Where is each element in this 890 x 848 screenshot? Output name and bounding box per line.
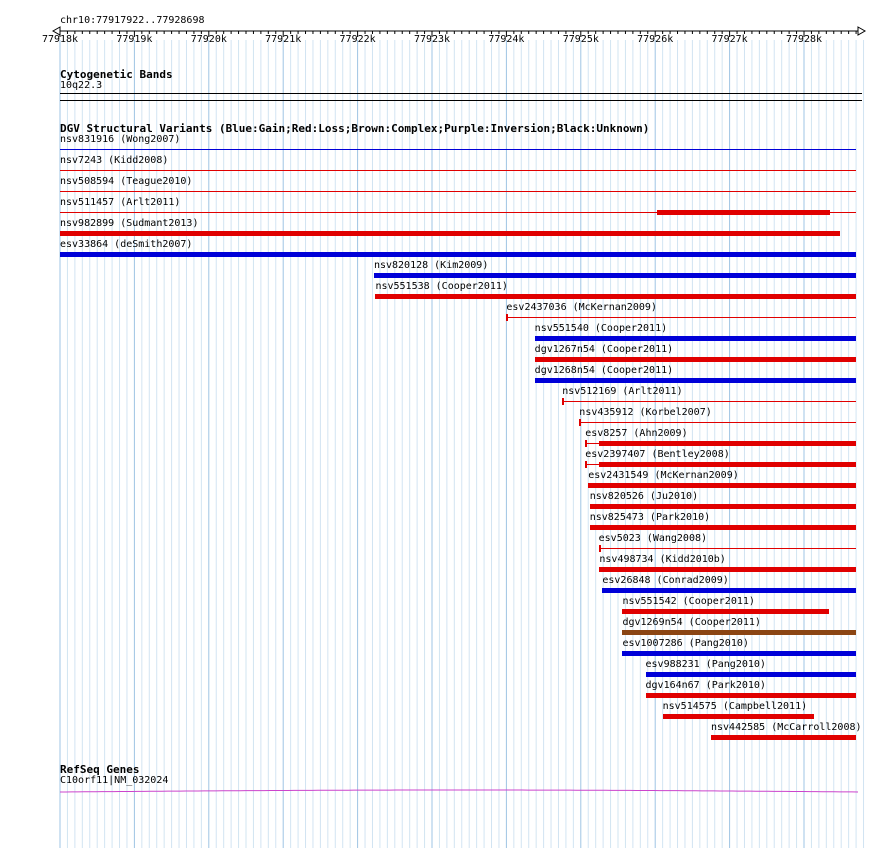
ruler-tick-label: 77918k xyxy=(41,34,79,45)
refseq-track-title: RefSeq Genes xyxy=(60,763,140,776)
variant-bar[interactable] xyxy=(622,609,828,614)
variant-bar[interactable] xyxy=(599,462,856,467)
variant-bar[interactable] xyxy=(588,483,856,488)
variant-label[interactable]: nsv442585 (McCarroll2008) xyxy=(711,722,862,733)
variant-bar[interactable] xyxy=(646,693,856,698)
variant-bar[interactable] xyxy=(599,567,856,572)
variant-bar[interactable] xyxy=(60,231,840,236)
variant-bar[interactable] xyxy=(535,357,856,362)
cytoband-track-title: Cytogenetic Bands xyxy=(60,68,173,81)
variant-label[interactable]: nsv508594 (Teague2010) xyxy=(60,176,193,187)
variant-label[interactable]: esv26848 (Conrad2009) xyxy=(602,575,729,586)
refseq-gene-model[interactable] xyxy=(0,786,890,796)
variant-label[interactable]: esv5023 (Wang2008) xyxy=(598,533,708,544)
variant-bar[interactable] xyxy=(374,273,856,278)
location-label: chr10:77917922..77928698 xyxy=(60,15,205,26)
variant-bar[interactable] xyxy=(375,294,855,299)
variant-label[interactable]: dgv1267n54 (Cooper2011) xyxy=(534,344,674,355)
variant-bar[interactable] xyxy=(622,630,855,635)
ruler-tick-label: 77928k xyxy=(785,34,823,45)
cytoband-line xyxy=(60,93,862,94)
variant-label[interactable]: nsv551540 (Cooper2011) xyxy=(534,323,668,334)
variant-line[interactable] xyxy=(60,149,856,150)
variant-bar[interactable] xyxy=(602,588,856,593)
variant-label[interactable]: esv2431549 (McKernan2009) xyxy=(588,470,739,481)
variant-label[interactable]: nsv825473 (Park2010) xyxy=(589,512,711,523)
variant-bar[interactable] xyxy=(711,735,856,740)
variant-bar[interactable] xyxy=(599,441,856,446)
variant-start-tick xyxy=(585,461,587,468)
variant-label[interactable]: esv2437036 (McKernan2009) xyxy=(506,302,657,313)
cytoband-label[interactable]: 10q22.3 xyxy=(60,80,103,91)
variant-label[interactable]: nsv820526 (Ju2010) xyxy=(589,491,699,502)
variant-line[interactable] xyxy=(60,170,856,171)
cytoband-bottom-line xyxy=(60,100,862,101)
ruler-tick-label: 77920k xyxy=(190,34,227,45)
variant-label[interactable]: dgv164n67 (Park2010) xyxy=(645,680,766,691)
variant-label[interactable]: esv1007286 (Pang2010) xyxy=(622,638,749,649)
variant-start-tick xyxy=(562,398,564,405)
variant-start-tick xyxy=(579,419,581,426)
ruler-tick-label: 77926k xyxy=(637,34,674,45)
ruler-tick-label: 77927k xyxy=(711,34,748,45)
variant-label[interactable]: esv988231 (Pang2010) xyxy=(645,659,766,670)
variant-label[interactable]: dgv1268n54 (Cooper2011) xyxy=(534,365,674,376)
ruler-tick-label: 77919k xyxy=(116,34,153,45)
variant-label[interactable]: nsv982899 (Sudmant2013) xyxy=(60,218,199,229)
variant-label[interactable]: nsv511457 (Arlt2011) xyxy=(60,197,181,208)
variant-label[interactable]: esv33864 (deSmith2007) xyxy=(60,239,193,250)
variant-bar[interactable] xyxy=(590,504,856,509)
variant-line[interactable] xyxy=(60,191,856,192)
ruler-tick-label: 77924k xyxy=(488,34,525,45)
variant-start-tick xyxy=(506,314,508,321)
variant-line[interactable] xyxy=(599,548,856,549)
variant-bar[interactable] xyxy=(657,210,830,215)
variant-label[interactable]: nsv498734 (Kidd2010b) xyxy=(599,554,726,565)
variant-label[interactable]: nsv551538 (Cooper2011) xyxy=(375,281,508,292)
variant-bar[interactable] xyxy=(622,651,855,656)
variant-label[interactable]: nsv7243 (Kidd2008) xyxy=(60,155,169,166)
variant-bar[interactable] xyxy=(535,336,856,341)
variant-bar[interactable] xyxy=(60,252,856,257)
variant-label[interactable]: nsv514575 (Campbell2011) xyxy=(662,701,808,712)
ruler-right-arrow-icon xyxy=(858,27,865,35)
refseq-gene-label[interactable]: C10orf11|NM_032024 xyxy=(60,775,169,786)
ruler-tick-label: 77922k xyxy=(339,34,376,45)
ruler-tick-label: 77925k xyxy=(562,34,599,45)
variant-bar[interactable] xyxy=(590,525,856,530)
variant-bar[interactable] xyxy=(663,714,814,719)
ruler-tick-label: 77921k xyxy=(265,34,302,45)
variant-line[interactable] xyxy=(579,422,856,423)
variant-label[interactable]: dgv1269n54 (Cooper2011) xyxy=(622,617,761,628)
variant-start-tick xyxy=(585,440,587,447)
variant-label[interactable]: esv8257 (Ahn2009) xyxy=(585,428,688,439)
variant-bar[interactable] xyxy=(535,378,856,383)
variant-line[interactable] xyxy=(506,317,856,318)
variant-label[interactable]: nsv551542 (Cooper2011) xyxy=(622,596,755,607)
variant-label[interactable]: nsv435912 (Korbel2007) xyxy=(579,407,712,418)
variant-label[interactable]: nsv512169 (Arlt2011) xyxy=(562,386,683,397)
variant-label[interactable]: esv2397407 (Bentley2008) xyxy=(585,449,730,460)
ruler-tick-label: 77923k xyxy=(413,34,451,45)
variant-line[interactable] xyxy=(562,401,856,402)
variant-label[interactable]: nsv820128 (Kim2009) xyxy=(373,260,489,271)
variant-bar[interactable] xyxy=(646,672,856,677)
dgv-track-title: DGV Structural Variants (Blue:Gain;Red:Loss;Brown:Complex;Purple:Inversion;Black:Unknown) xyxy=(60,122,650,135)
variant-label[interactable]: nsv831916 (Wong2007) xyxy=(60,134,181,145)
variant-start-tick xyxy=(599,545,601,552)
